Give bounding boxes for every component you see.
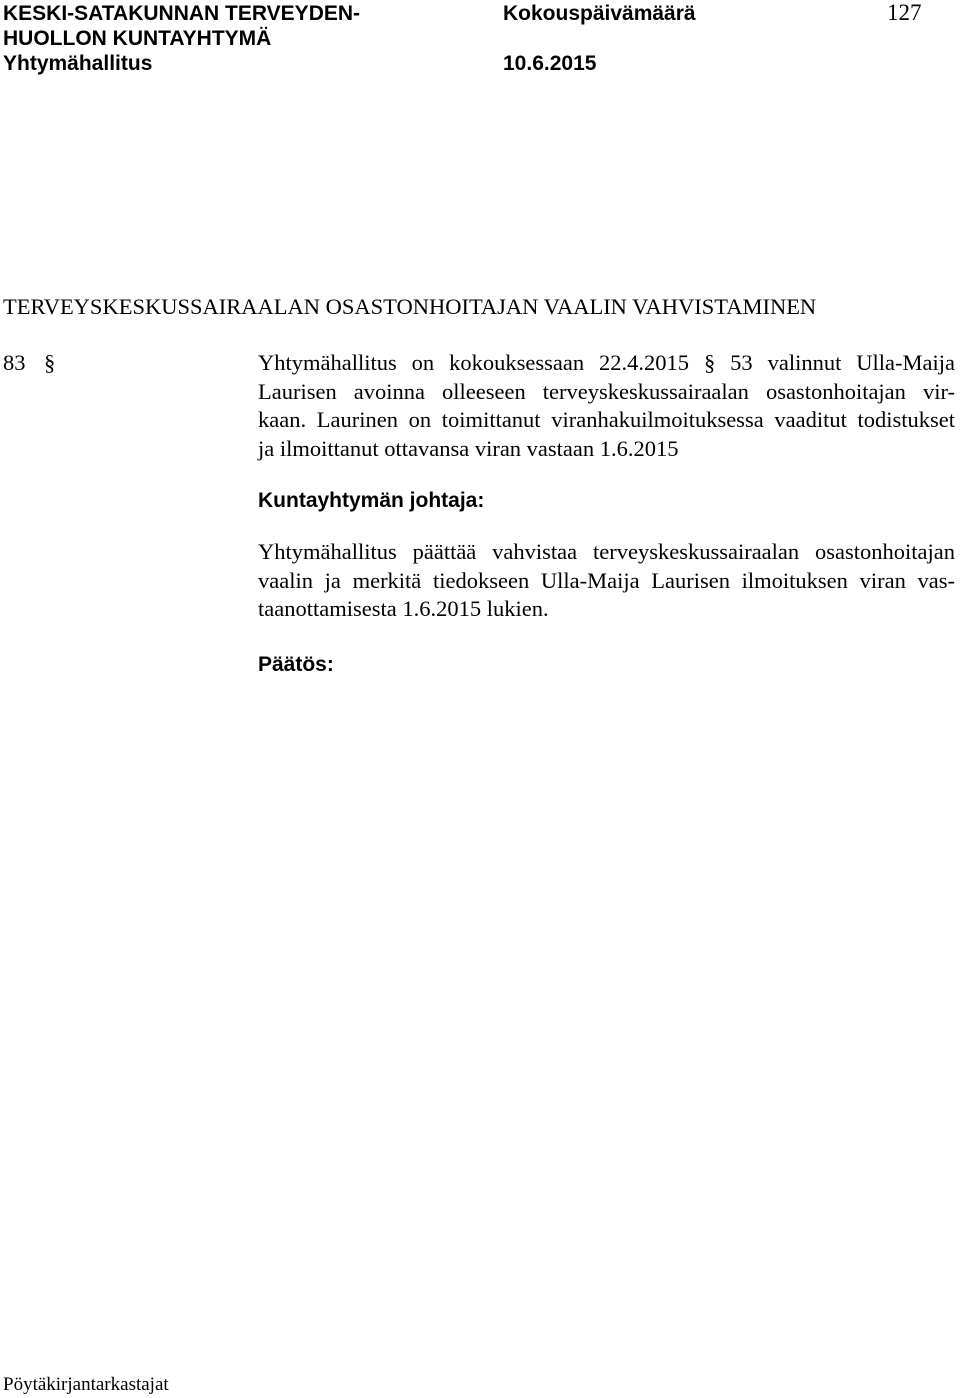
proposal-line: taanottamisesta 1.6.2015 lukien. xyxy=(258,596,549,621)
page-number: 127 xyxy=(887,0,922,25)
intro-line: ja ilmoittanut ottavansa viran vastaan 1.6.2015 xyxy=(258,435,679,461)
proposal-line: vaalin ja merkitä tiedokseen Ulla-Maija Laurisen ilmoituksen viran vas- xyxy=(258,567,955,593)
proposal-heading: Kuntayhtymän johtaja: xyxy=(258,489,485,512)
decision-heading: Päätös: xyxy=(258,653,334,676)
footer-label: Pöytäkirjantarkastajat xyxy=(3,1374,169,1395)
intro-line: Laurisen avoinna olleeseen terveyskeskussairaalan osastonhoitajan vir- xyxy=(258,378,955,404)
org-name-line2: HUOLLON KUNTAYHTYMÄ xyxy=(3,27,272,50)
section-number: 83 xyxy=(3,350,26,375)
proposal-line: Yhtymähallitus päättää vahvistaa terveyskeskussairaalan osastonhoitajan xyxy=(258,539,955,564)
intro-line: Yhtymähallitus on kokouksessaan 22.4.2015 § 53 valinnut Ulla-Maija xyxy=(258,350,955,375)
org-name-line1: KESKI-SATAKUNNAN TERVEYDEN- xyxy=(3,2,361,25)
intro-line: kaan. Laurinen on toimittanut viranhakuilmoituksessa vaaditut todistukset xyxy=(258,407,955,432)
intro-paragraph xyxy=(258,349,955,463)
section-title: TERVEYSKESKUSSAIRAALAN OSASTONHOITAJAN VAALIN VAHVISTAMINEN xyxy=(3,294,817,319)
section-sign: § xyxy=(44,350,56,375)
date-label: Kokouspäivämäärä xyxy=(503,2,696,25)
proposal-paragraph xyxy=(258,538,955,624)
board-name: Yhtymähallitus xyxy=(3,52,153,75)
meeting-date: 10.6.2015 xyxy=(503,52,597,75)
